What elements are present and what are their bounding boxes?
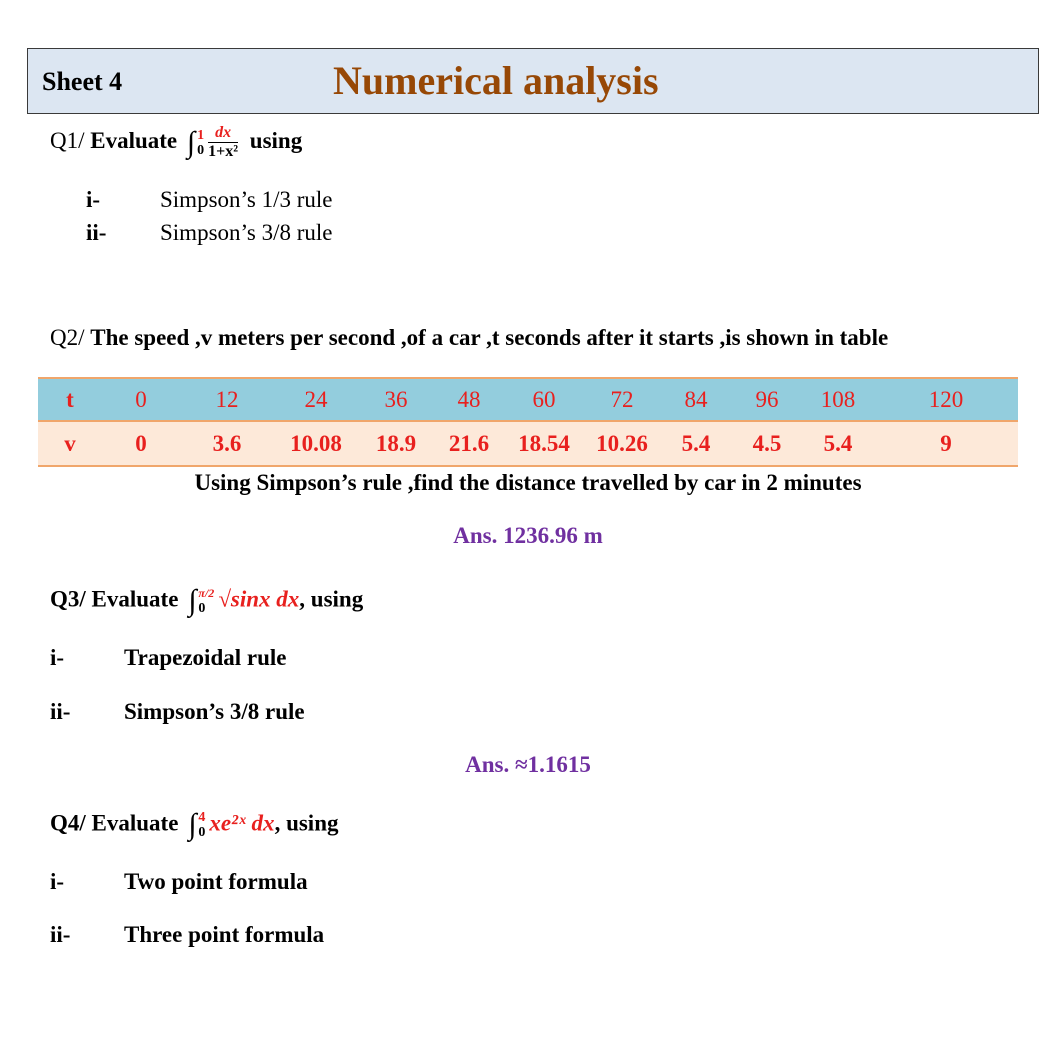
table-cell: 108	[802, 378, 874, 421]
sheet-number: Sheet 4	[42, 67, 123, 96]
table-cell: 0	[102, 378, 180, 421]
table-cell: 0	[102, 421, 180, 466]
table-cell: 96	[732, 378, 802, 421]
q3-limits	[198, 586, 214, 616]
q4-item-2	[50, 922, 324, 948]
table-cell: 5.4	[802, 421, 874, 466]
q4-item-marker: ii-	[50, 922, 71, 947]
question-4	[50, 808, 339, 842]
q1-integrand	[208, 124, 238, 161]
integral-sign-icon: ∫	[186, 125, 196, 159]
table-cell: 84	[660, 378, 732, 421]
q3-item-text: Simpson’s 3/8 rule	[124, 699, 305, 724]
table-row-v	[38, 421, 1018, 466]
table-cell: 18.9	[358, 421, 434, 466]
table-cell: 18.54	[504, 421, 584, 466]
table-cell: 36	[358, 378, 434, 421]
q3-item-marker: ii-	[50, 699, 71, 724]
q3-verb: Q3/ Evaluate	[50, 586, 179, 612]
q4-item-1	[50, 869, 308, 895]
q1-item-marker: ii-	[86, 220, 107, 245]
q1-verb: Evaluate	[90, 127, 178, 153]
q4-integrand: xe²ˣ dx	[209, 810, 275, 836]
question-3	[50, 584, 363, 618]
q3-answer: Ans. ≈1.1615	[465, 752, 591, 777]
q3-upper-limit: π/2	[198, 586, 215, 600]
table-cell: 10.26	[584, 421, 660, 466]
q4-suffix: , using	[274, 810, 339, 836]
q3-item-text: Trapezoidal rule	[124, 645, 287, 670]
q3-integrand: √sinx dx	[218, 586, 300, 612]
q1-prefix: Q1/	[50, 127, 85, 153]
q1-upper-limit: 1	[197, 127, 205, 143]
integral-sign-icon: ∫	[188, 808, 197, 841]
q3-suffix: , using	[299, 586, 364, 612]
integral-sign-icon: ∫	[188, 584, 197, 617]
q1-lower-limit: 0	[197, 142, 205, 158]
q3-item-marker: i-	[50, 645, 65, 670]
page-title: Numerical analysis	[333, 58, 659, 103]
table-cell: 21.6	[434, 421, 504, 466]
sheet-header	[27, 48, 1039, 114]
question-1	[50, 124, 302, 161]
q4-item-text: Three point formula	[124, 922, 325, 947]
q1-numerator: dx	[208, 124, 238, 143]
q1-denominator: 1+x²	[208, 143, 239, 160]
table-cell: 12	[180, 378, 274, 421]
q1-item-2	[86, 220, 333, 246]
question-2	[50, 325, 888, 351]
q3-lower-limit: 0	[198, 601, 206, 616]
speed-time-table	[38, 377, 1018, 467]
q4-lower-limit: 0	[198, 825, 206, 840]
table-cell: 60	[504, 378, 584, 421]
q2-text: The speed ,v meters per second ,of a car ,t seconds after it starts ,is shown in table	[90, 325, 889, 350]
table-cell: 120	[874, 378, 1018, 421]
row-label-v: v	[38, 421, 102, 466]
q1-item-marker: i-	[86, 187, 101, 212]
q2-answer: Ans. 1236.96 m	[453, 523, 603, 548]
table-cell: 24	[274, 378, 358, 421]
q1-suffix: using	[249, 127, 303, 153]
table-row-t	[38, 378, 1018, 421]
q2-instruction: Using Simpson’s rule ,find the distance travelled by car in 2 minutes	[194, 470, 862, 495]
q1-item-text: Simpson’s 1/3 rule	[160, 187, 333, 212]
q1-item-1	[86, 187, 333, 213]
q4-item-marker: i-	[50, 869, 65, 894]
q2-prefix: Q2/	[50, 325, 85, 350]
table-cell: 3.6	[180, 421, 274, 466]
row-label-t: t	[38, 378, 102, 421]
table-cell: 5.4	[660, 421, 732, 466]
q1-item-text: Simpson’s 3/8 rule	[160, 220, 333, 245]
table-cell: 72	[584, 378, 660, 421]
q1-limits	[197, 128, 204, 158]
table-cell: 48	[434, 378, 504, 421]
q4-limits	[198, 810, 205, 840]
table-cell: 4.5	[732, 421, 802, 466]
q4-verb: Q4/ Evaluate	[50, 810, 179, 836]
q4-item-text: Two point formula	[124, 869, 308, 894]
table-cell: 10.08	[274, 421, 358, 466]
q3-item-2	[50, 699, 305, 725]
table-cell: 9	[874, 421, 1018, 466]
q3-item-1	[50, 645, 286, 671]
q4-upper-limit: 4	[198, 810, 206, 825]
